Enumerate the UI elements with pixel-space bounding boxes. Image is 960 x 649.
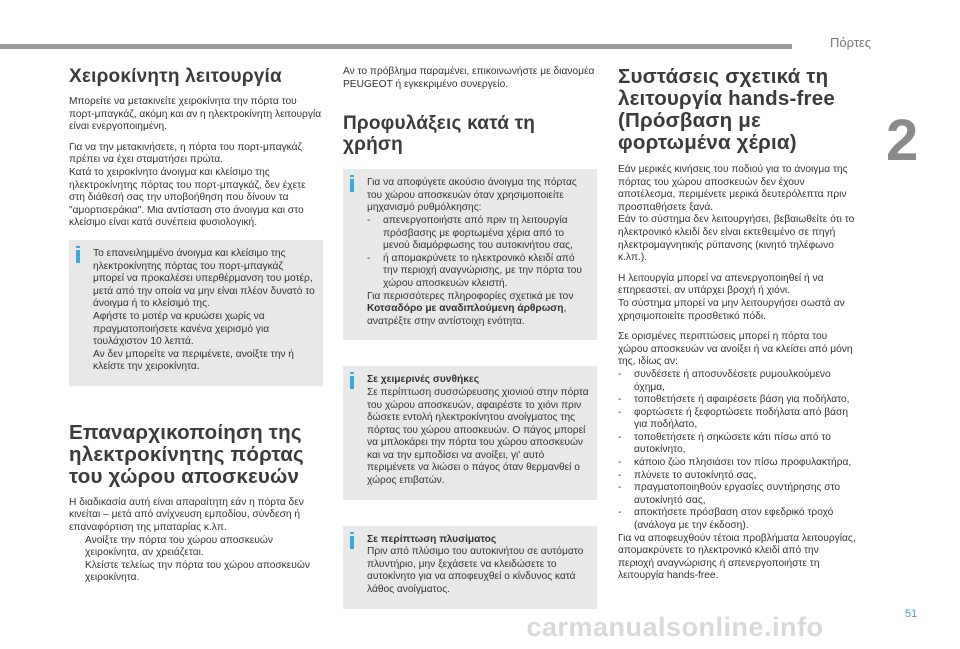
- info-note: [69, 240, 323, 386]
- info-icon: [350, 179, 354, 192]
- list-text: απενεργοποιήστε από πριν τη λειτουργία πρόσβασης με φορτωμένα χέρια από το μενού διαμόρφωσης του αυτοκινήτου σας,: [383, 214, 573, 252]
- heading-manual-operation: Χειροκίνητη λειτουργία: [69, 66, 282, 87]
- paragraph: Η διαδικασία αυτή είναι απαραίτητη εάν η πόρτα δεν κινείται – μετά από ανίχνευση εμποδίου, σύνδεση ή επαναφόρτιση της μπαταρίας κ.λπ.: [69, 496, 304, 534]
- list-item: [69, 560, 323, 585]
- list-item: [618, 394, 856, 407]
- heading-hands-free: Συστάσεις σχετικά τη λειτουργία hands-free (Πρόσβαση με φορτωμένα χέρια): [618, 65, 835, 154]
- list-text: πλύνετε το αυτοκίνητό σας,: [634, 469, 757, 481]
- paragraph: Σε ορισμένες περιπτώσεις μπορεί η πόρτα του χώρου αποσκευών να ανοίξει ή να κλείσει από μόνη της, ιδίως αν:: [618, 331, 853, 368]
- paragraph: Εάν το σύστημα δεν λειτουργήσει, βεβαιωθείτε ότι το ηλεκτρονικό κλειδί δεν είναι εκτεθειμένο σε πηγή ηλεκτρομαγνητικής ρύπανσης (κινητό τηλέφωνο κ.λπ.).: [618, 214, 855, 264]
- note-text: Αφήστε το μοτέρ να κρυώσει χωρίς να πραγματοποιήσετε κανένα χειρισμό για τουλάχιστον 10 λεπτά.: [93, 310, 270, 348]
- header-rule: [0, 44, 792, 49]
- list-item: [618, 457, 856, 470]
- info-icon: [350, 536, 354, 549]
- list-marker: -: [618, 431, 622, 443]
- list-item: [69, 535, 323, 560]
- list-text: τοποθετήσετε ή αφαιρέσετε βάση για ποδήλατο,: [634, 394, 850, 406]
- list-text: φορτώσετε ή ξεφορτώσετε ποδήλατα από βάση για ποδήλατο,: [634, 406, 848, 431]
- list-marker: -: [618, 469, 622, 481]
- note-title: Σε χειμερινές συνθήκες: [367, 374, 480, 386]
- list-marker: -: [618, 406, 622, 418]
- note-text: Για να αποφύγετε ακούσιο άνοιγμα της πόρτας του χώρου αποσκευών όταν χρησιμοποιείτε μηχανισμό ρυθμόλκησης:: [367, 177, 577, 214]
- note-text: Αν δεν μπορείτε να περιμένετε, ανοίξτε την ή κλείστε την χειροκίνητα.: [93, 348, 294, 373]
- list-item: [618, 470, 856, 483]
- paragraph: Μπορείτε να μετακινείτε χειροκίνητα την πόρτα του πορτ-μπαγκάζ, ακόμη και αν η ηλεκτροκίνητη λειτουργία είναι ενεργοποιημένη.: [69, 96, 322, 133]
- list-item: [618, 507, 856, 532]
- list-marker: -: [367, 214, 371, 226]
- link-tow-bar: Κοτσαδόρο με αναδιπλούμενη άρθρωση: [367, 303, 564, 315]
- note-tail: Για περισσότερες πληροφορίες σχετικά με τον: [367, 290, 574, 302]
- chapter-number: 2: [886, 108, 919, 173]
- paragraph: Το σύστημα μπορεί να μην λειτουργήσει σωστά αν χρησιμοποιείτε προσθετικό πόδι.: [618, 297, 845, 322]
- list-item: [618, 432, 856, 457]
- list-marker: [69, 560, 85, 585]
- paragraph: Κατά το χειροκίνητο άνοιγμα και κλείσιμο της ηλεκτροκίνητης πόρτας του πορτ-μπαγκάζ, δεν έχετε στη διάθεσή σας την υποβοήθηση που δίνουν τα "αμορτισεράκια". Μια αντίσταση στο άνοιγμα και στο κλείσιμο είναι κατά συνέπεια φυσιολογική.: [69, 166, 306, 229]
- list-item: [618, 369, 856, 394]
- note-tail: , ανατρέξτε στην αντίστοιχη ενότητα.: [367, 303, 567, 327]
- list-item: [367, 253, 589, 291]
- list-text: κάποιο ζώο πλησιάσει τον πίσω προφυλακτήρα,: [634, 457, 852, 469]
- heading-precautions: Προφυλάξεις κατά τη χρήση: [343, 113, 536, 156]
- list-text: αποκτήσετε πρόσβαση στον εφεδρικό τροχό (ανάλογα με την έκδοση).: [634, 507, 834, 532]
- info-icon: [76, 250, 80, 263]
- list-item: [367, 215, 589, 253]
- note-text: [367, 291, 589, 329]
- paragraph: Για να την μετακινήσετε, η πόρτα του πορτ-μπαγκάζ πρέπει να έχει σταματήσει πρώτα.: [69, 141, 303, 166]
- list-text: πραγματοποιηθούν εργασίες συντήρησης στο αυτοκίνητό σας,: [634, 482, 841, 506]
- list-marker: -: [618, 507, 622, 519]
- list-text: τοποθετήσετε ή σηκώσετε κάτι πίσω από το αυτοκίνητο,: [634, 431, 831, 456]
- list-item: [618, 407, 856, 432]
- paragraph: Εάν μερικές κινήσεις του ποδιού για το άνοιγμα της πόρτας του χώρου αποσκευών δεν έχουν αποτέλεσμα, περιμένετε μερικά δευτερόλεπτα πριν προσπαθήσετε ξανά.: [618, 164, 848, 213]
- list-text: ή απομακρύνετε το ηλεκτρονικό κλειδί από την περιοχή αναγνώρισης, με την πόρτα του χώρου αποσκευών κλειστή.: [383, 252, 582, 289]
- column-3: [618, 66, 856, 591]
- list-marker: -: [367, 252, 371, 264]
- list-item: [618, 482, 856, 507]
- page-number: 51: [905, 608, 918, 620]
- note-title: Σε περίπτωση πλυσίματος: [367, 533, 497, 545]
- note-text: Πριν από πλύσιμο του αυτοκινήτου σε αυτόματο πλυντήριο, μην ξεχάσετε να κλειδώσετε το αυτοκίνητο για να αποφευχθεί ο κίνδυνος κατά λάθος ανοίγματος.: [367, 546, 584, 596]
- list-marker: -: [618, 368, 622, 380]
- column-1: [69, 66, 323, 585]
- note-text: Το επανειλημμένο άνοιγμα και κλείσιμο της ηλεκτροκίνητης πόρτας του πορτ-μπαγκάζ μπορεί να προκαλέσει υπερθέρμανση του μοτέρ, μετά από την οποία να μην είναι πλέον δυνατό το άνοιγμα ή το κλείσιμό της.: [93, 247, 315, 310]
- list-text: Ανοίξτε την πόρτα του χώρου αποσκευών χειροκίνητα, αν χρειάζεται.: [85, 534, 273, 559]
- heading-reinitialisation: Επαναρχικοποίηση της ηλεκτροκίνητης πόρτας του χώρου αποσκευών: [69, 420, 304, 488]
- info-icon: [350, 376, 354, 389]
- list-text: συνδέσετε ή αποσυνδέσετε ρυμουλκούμενο όχημα,: [634, 368, 831, 393]
- list-marker: -: [618, 457, 622, 469]
- info-note: [343, 169, 597, 340]
- paragraph: Για να αποφευχθούν τέτοια προβλήματα λειτουργίας, απομακρύνετε το ηλεκτρονικό κλειδί από την περιοχή αναγνώρισης ή απενεργοποιήστε τη λειτουργία hands-free.: [618, 532, 856, 582]
- paragraph: Αν το πρόβλημα παραμένει, επικοινωνήστε με διανομέα PEUGEOT ή εγκεκριμένο συνεργείο.: [343, 66, 595, 90]
- watermark: carmanualsonline.info: [526, 612, 824, 642]
- list-marker: -: [618, 482, 622, 494]
- info-note: [343, 366, 597, 499]
- section-title: Πόρτες: [830, 35, 872, 50]
- list-marker: [69, 535, 85, 560]
- note-text: Σε περίπτωση συσσώρευσης χιονιού στην πόρτα του χώρου αποσκευών, αφαιρέστε το χιόνι πριν δώσετε εντολή ηλεκτροκίνητου ανοίγματος της πόρτας του χώρου αποσκευών. Ο πάγος μπορεί να μπλοκάρει την πόρτα του χώρου αποσκευών και να την εμποδίσει να ανοίξει, γι' αυτό περιμένετε να λιώσει ο πάγος όταν θερμανθεί ο χώρος επιβατών.: [367, 386, 589, 487]
- paragraph: Η λειτουργία μπορεί να απενεργοποιηθεί ή να επηρεαστεί, αν υπάρχει βροχή ή χιόνι.: [618, 272, 824, 297]
- column-2: [343, 66, 597, 623]
- list-marker: -: [618, 394, 622, 406]
- list-text: Κλείστε τελείως την πόρτα του χώρου αποσκευών χειροκίνητα.: [85, 559, 310, 584]
- info-note: [343, 526, 597, 609]
